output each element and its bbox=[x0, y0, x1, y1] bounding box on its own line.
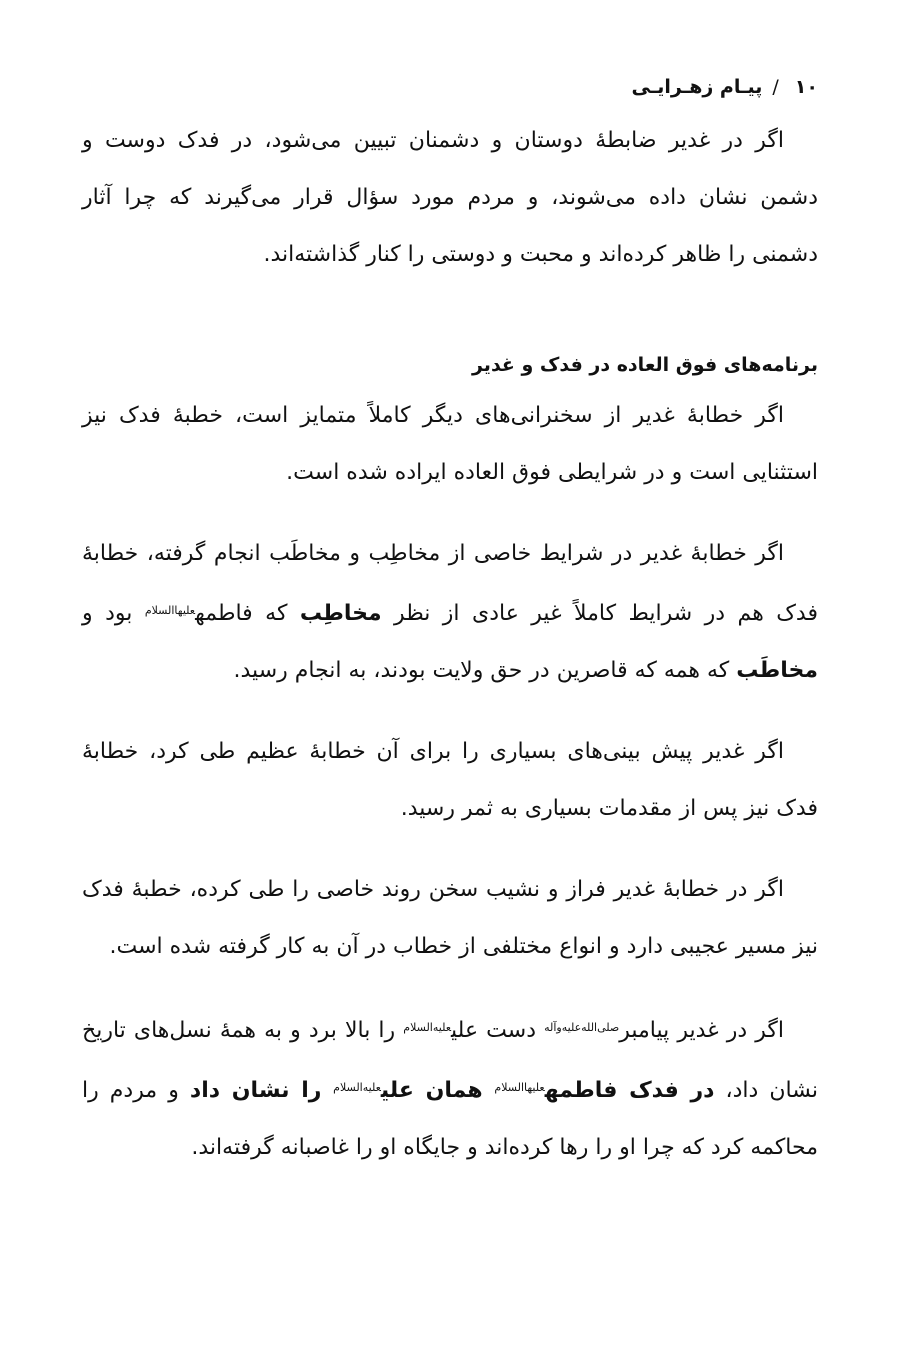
paragraph-3 bbox=[82, 525, 818, 699]
paragraph-4: اگر غدیر پیش بینی‌های بسیاری را برای آن خطابهٔ عظیم طی کرد، خطابهٔ فدک نیز پس از مقدمات بسیاری به ثمر رسید. bbox=[82, 739, 818, 821]
honorific-mark: علیهاالسلام bbox=[494, 1081, 545, 1094]
paragraph-3-text: که فاطمه bbox=[195, 601, 300, 626]
honorific-mark: علیه‌السلام bbox=[403, 1021, 452, 1034]
header-separator: / bbox=[772, 76, 779, 98]
bold-term-mukhatab: مخاطَب bbox=[736, 658, 818, 683]
paragraph-1: اگر در غدیر ضابطهٔ دوستان و دشمنان تبیین می‌شود، در فدک دوست و دشمن نشان داده می‌شوند، و مردم مورد سؤال قرار می‌گیرند که چرا آثار دشمنی را ظاهر کرده‌اند و محبت و دوستی را کنار گذاشته‌اند. bbox=[82, 128, 818, 267]
bold-phrase: در فدک فاطمه bbox=[544, 1078, 715, 1103]
bold-term-mukhatib: مخاطِب bbox=[299, 601, 382, 626]
paragraph-6-text: دست علی bbox=[451, 1018, 545, 1043]
honorific-mark: علیهاالسلام bbox=[144, 604, 196, 617]
paragraph-6 bbox=[82, 999, 818, 1176]
paragraph-2: اگر خطابهٔ غدیر از سخنرانی‌های دیگر کاملاً متمایز است، خطبهٔ فدک نیز استثنایی است و در شرایطی فوق العاده ایراده شده است. bbox=[82, 403, 818, 485]
honorific-mark: صلی‌الله‌علیه‌وآله bbox=[544, 1021, 620, 1034]
paragraph-6-text: اگر در غدیر پیامبر bbox=[619, 1018, 785, 1043]
bold-phrase: را نشان داد bbox=[189, 1078, 334, 1103]
paragraph-5: اگر در خطابهٔ غدیر فراز و نشیب سخن روند خاصی را طی کرده، خطبهٔ فدک نیز مسیر عجیبی دارد و انواع مختلفی از خطاب در آن به کار گرفته شده است. bbox=[82, 877, 818, 959]
paragraph-3-text: بود و bbox=[82, 601, 145, 626]
bold-phrase: همان علی bbox=[380, 1078, 495, 1103]
book-title: پیـام زهـرایـی bbox=[631, 76, 763, 98]
paragraph-6-text: و مردم را محاکمه کرد که چرا او را رها کرده‌اند و جایگاه او را غاصبانه گرفته‌اند. bbox=[82, 1078, 818, 1160]
section-heading: برنامه‌های فوق العاده در فدک و غدیر bbox=[471, 354, 818, 376]
paragraph-6-text: را بالا برد و به همهٔ نسل‌های تاریخ نشان داد، bbox=[82, 1018, 818, 1103]
paragraph-3-text: اگر خطابهٔ غدیر در شرایط خاصی از مخاطِب و مخاطَب انجام گرفته، خطابهٔ فدک هم در شرایط کاملاً غیر عادی از نظر bbox=[82, 541, 818, 626]
running-header bbox=[82, 62, 818, 112]
page-number: ۱۰ bbox=[794, 76, 818, 98]
paragraph-3-text: که همه که قاصرین در حق ولایت بودند، به انجام رسید. bbox=[233, 658, 737, 683]
honorific-mark: علیه‌السلام bbox=[333, 1081, 381, 1094]
book-page bbox=[82, 62, 818, 1176]
